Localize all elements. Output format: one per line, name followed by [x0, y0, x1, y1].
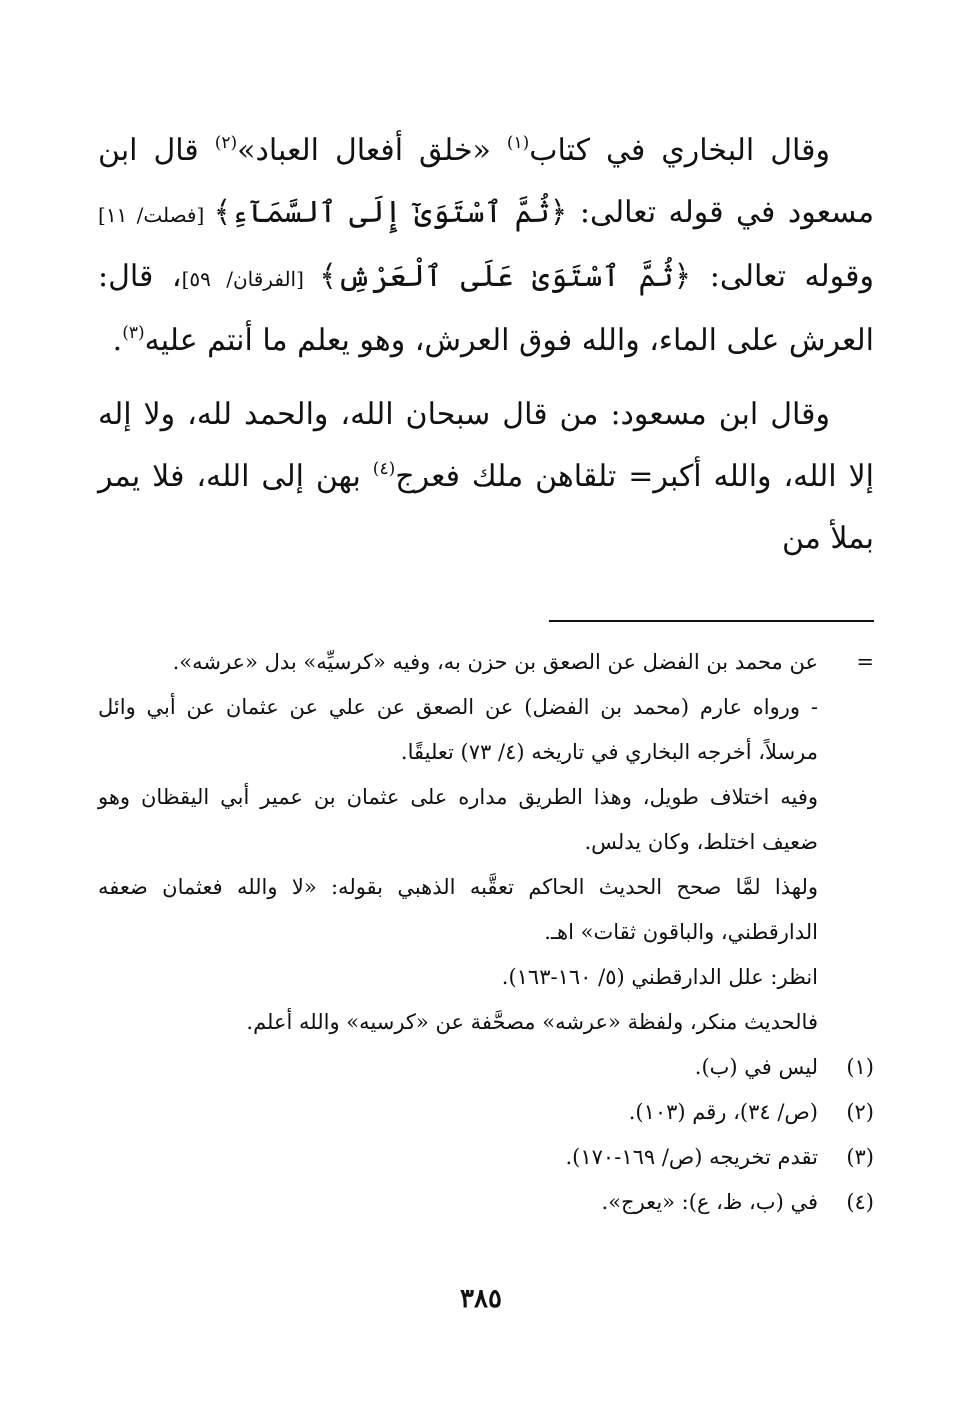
footnote-text: تقدم تخريجه (ص/ ١٦٩-١٧٠). — [565, 1145, 818, 1169]
paragraph-2 — [98, 384, 874, 570]
footnote-ref-4: (٤) — [372, 459, 396, 479]
footnote-1 — [98, 1045, 874, 1090]
text-run: «خلق أفعال العباد» — [237, 133, 507, 168]
footnote-4 — [98, 1180, 874, 1225]
footnote-number: (١) — [846, 1055, 874, 1079]
footnote-line: - ورواه عارم (محمد بن الفضل) عن الصعق عن علي عن عثمان عن أبي وائل مرسلاً، أخرجه البخاري في تاريخه (٤/ ٧٣) تعليقًا. — [98, 695, 818, 764]
text-run: وقال البخاري في كتاب — [529, 133, 830, 168]
main-text — [98, 120, 874, 582]
footnote-line: انظر: علل الدارقطني (٥/ ١٦٠-١٦٣). — [501, 965, 818, 989]
text-run: ، قال: العرش على الماء، والله فوق العرش، وهو يعلم ما أنتم عليه — [98, 259, 874, 358]
footnote-number: (٣) — [846, 1145, 874, 1169]
footnote-line: فالحديث منكر، ولفظة «عرشه» مصحَّفة عن «كرسيه» والله أعلم. — [246, 1010, 818, 1034]
continued-footnote — [98, 640, 874, 1045]
footnote-2 — [98, 1090, 874, 1135]
paragraph-1 — [98, 120, 874, 372]
verse-reference-2: [الفرقان/ ٥٩] — [181, 267, 320, 291]
footnote-number: (٢) — [846, 1100, 874, 1124]
footnote-separator — [549, 620, 874, 622]
footnote-text: (ص/ ٣٤)، رقم (١٠٣). — [628, 1100, 818, 1124]
footnotes-area — [98, 640, 874, 1225]
footnote-3 — [98, 1135, 874, 1180]
text-run: قال ابن مسعود في قوله تعالى: — [98, 133, 875, 230]
footnote-ref-3: (٣) — [122, 323, 145, 343]
quran-verse-2: ﴿ثُمَّ ٱسْتَوَىٰ عَلَى ٱلْعَرْشِ﴾ — [319, 259, 692, 294]
footnote-text: في (ب، ظ، ع): «يعرج». — [601, 1190, 818, 1214]
text-run: . — [112, 323, 123, 358]
quran-verse-1: ﴿ثُمَّ ٱسْتَوَىٰٓ إِلَى ٱلسَّمَآءِ﴾ — [213, 195, 568, 230]
footnote-line: ولهذا لمَّا صحح الحديث الحاكم تعقَّبه الذهبي بقوله: «لا والله فعثمان ضعفه الدارقطني، والباقون ثقات» اهـ. — [98, 875, 818, 944]
footnote-ref-1: (١) — [506, 133, 530, 153]
footnote-text: ليس في (ب). — [694, 1055, 818, 1079]
footnote-line: وفيه اختلاف طويل، وهذا الطريق مداره على عثمان بن عمير أبي اليقظان وهو ضعيف اختلط، وكان يدلس. — [98, 785, 818, 854]
footnote-number: (٤) — [846, 1190, 874, 1214]
footnote-line: عن محمد بن الفضل عن الصعق بن حزن به، وفيه «كرسيِّه» بدل «عرشه». — [172, 650, 818, 674]
text-run: بهن إلى الله، فلا يمر بملأ من — [98, 459, 874, 556]
text-run: وقال ابن مسعود: من قال سبحان الله، والحمد لله، ولا إله إلا الله، والله أكبر= تلقاهن ملك فعرج — [98, 397, 874, 494]
text-run: وقوله تعالى: — [691, 259, 874, 294]
page-number: ٣٨٥ — [460, 1284, 502, 1314]
footnote-ref-2: (٢) — [214, 133, 238, 153]
continuation-marker: = — [856, 650, 874, 674]
verse-reference-1: [فصلت/ ١١] — [98, 203, 214, 227]
